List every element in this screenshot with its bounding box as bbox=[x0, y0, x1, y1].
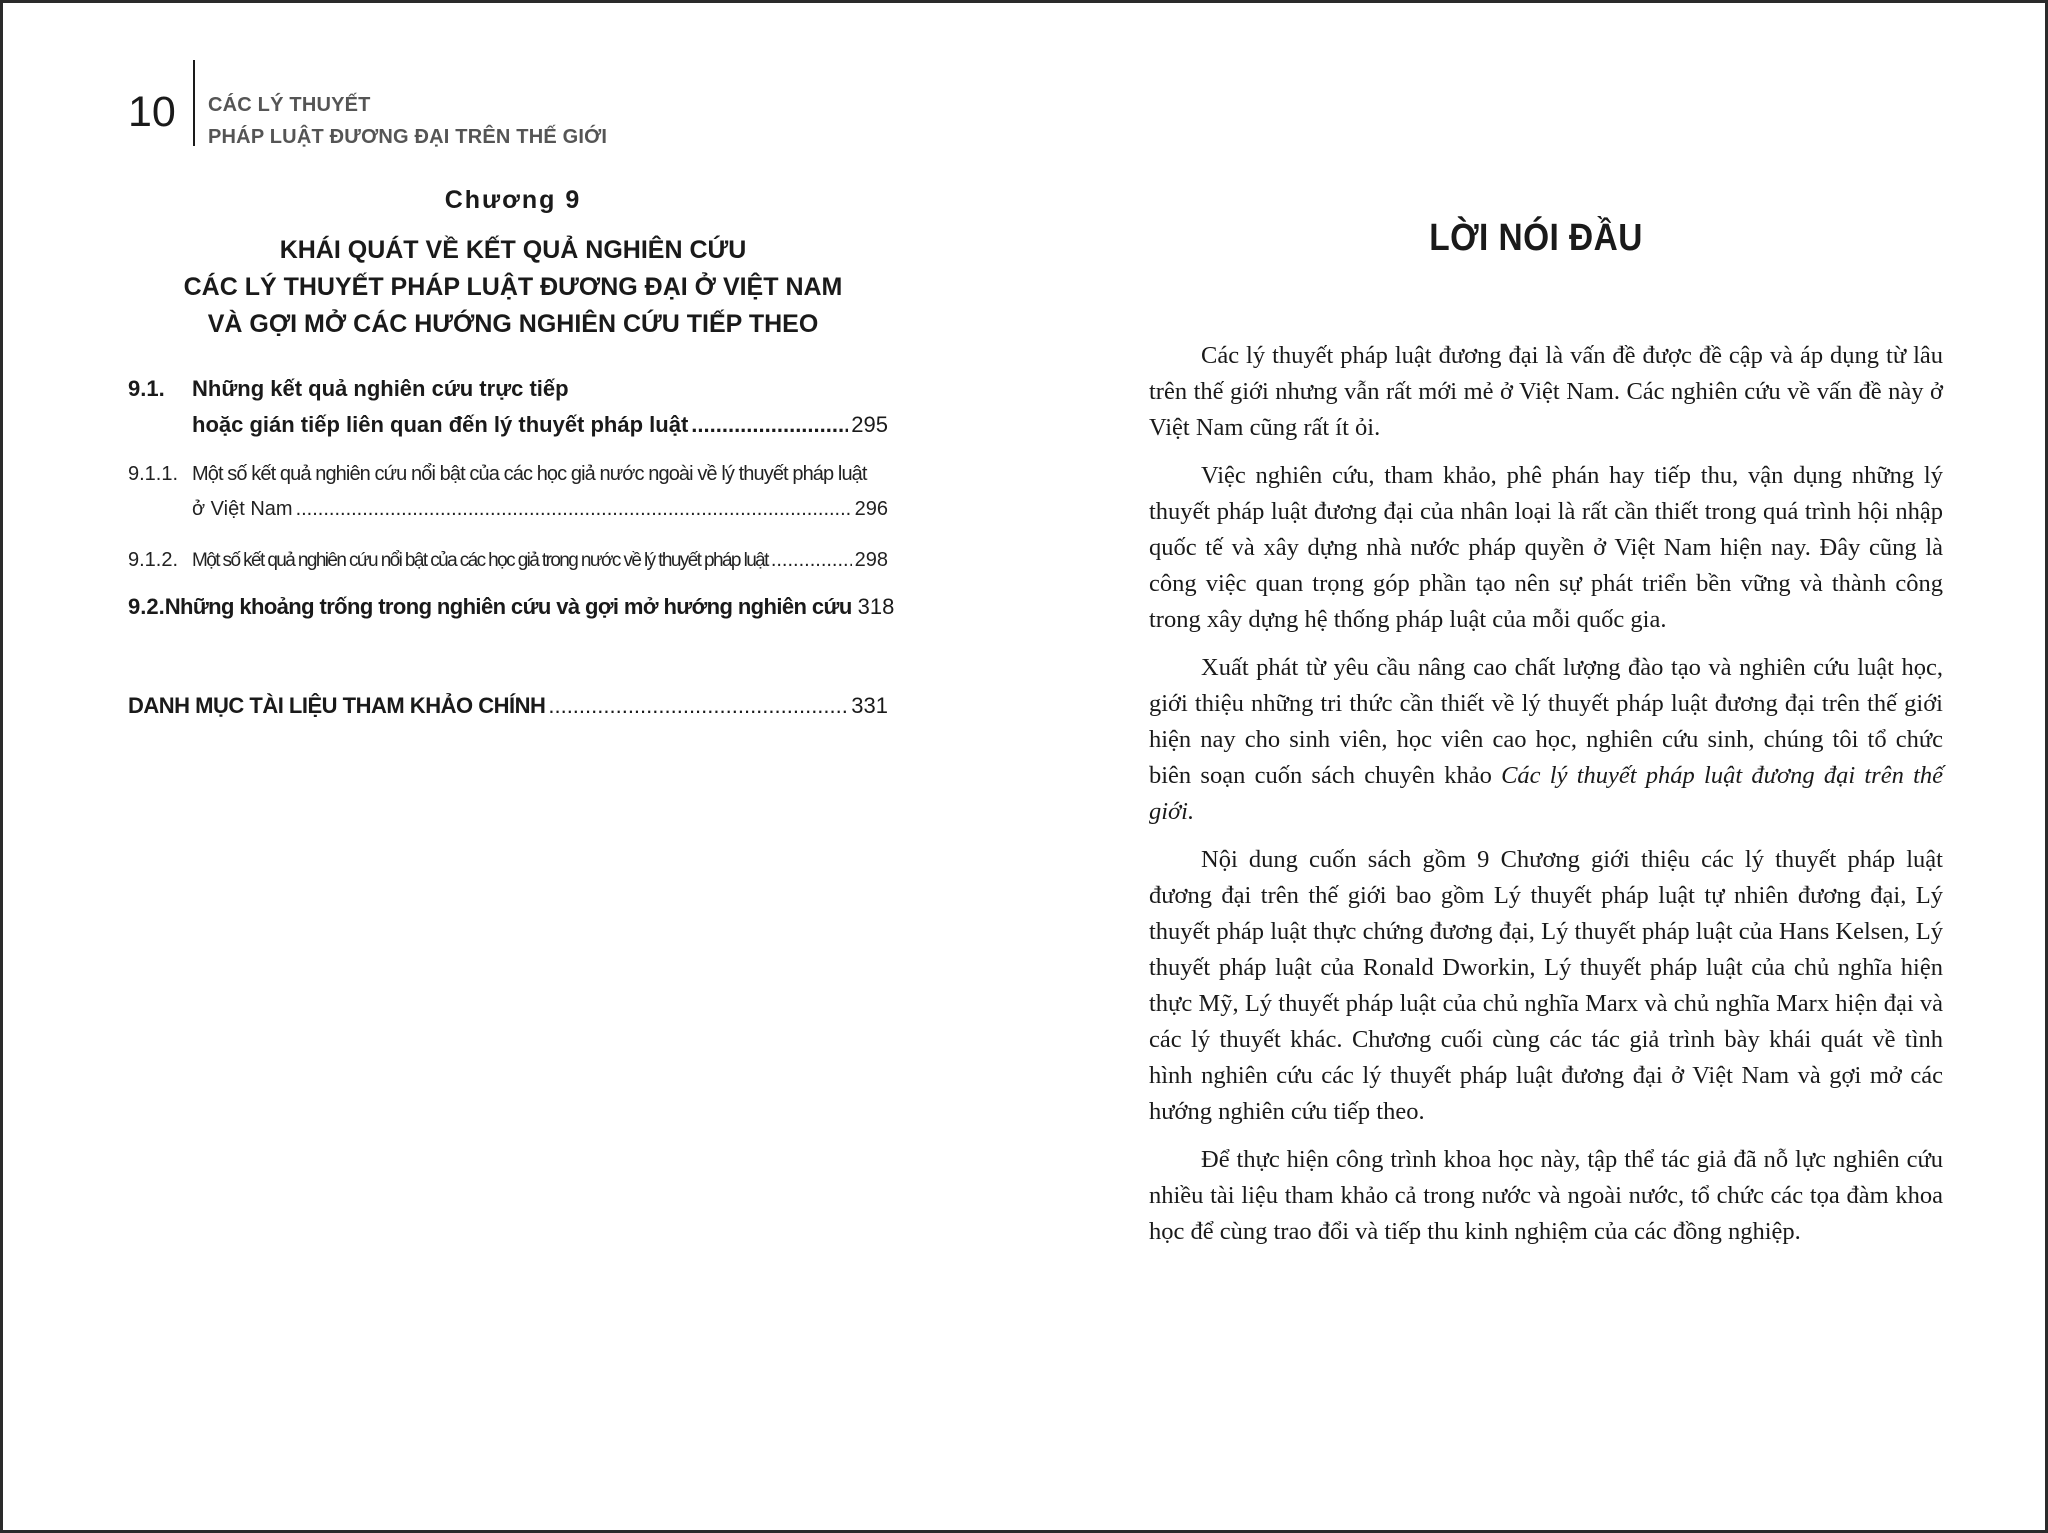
chapter-label: Chương 9 bbox=[444, 186, 582, 214]
chapter-title bbox=[128, 232, 898, 343]
toc-title-continued: hoặc gián tiếp liên quan đến lý thuyết pháp luật bbox=[192, 412, 689, 437]
book-title-italic: Các lý thuyết pháp luật đương đại trên thế giới. bbox=[1149, 762, 1943, 825]
toc-title: DANH MỤC TÀI LIỆU THAM KHẢO CHÍNH bbox=[128, 693, 546, 718]
toc-number: 9.1. bbox=[128, 376, 165, 401]
preface-title: LỜI NÓI ĐẦU bbox=[1429, 217, 1643, 259]
running-head bbox=[208, 89, 607, 153]
toc-page-number: 331 bbox=[851, 693, 888, 718]
preface-paragraph-text: Xuất phát từ yêu cầu nâng cao chất lượng đào tạo và nghiên cứu luật học, giới thiệu những tri thức cần thiết về lý thuyết pháp luật đương đại trên thế giới hiện nay cho sinh viên, học viên cao học, nghiên cứu sinh, chúng tôi tổ chức biên soạn cuốn sách chuyên khảo bbox=[1149, 654, 1943, 789]
toc-leader-dots bbox=[548, 688, 848, 724]
toc-title: Những khoảng trống trong nghiên cứu và gợi mở hướng nghiên cứu bbox=[164, 594, 852, 619]
toc-title: Những kết quả nghiên cứu trực tiếp bbox=[192, 376, 569, 401]
preface-paragraph: Nội dung cuốn sách gồm 9 Chương giới thiệu các lý thuyết pháp luật đương đại trên thế giới bao gồm Lý thuyết pháp luật tự nhiên đương đại, Lý thuyết pháp luật thực chứng đương đại, Lý thuyết pháp luật của Hans Kelsen, Lý thuyết pháp luật của Ronald Dworkin, Lý thuyết pháp luật của chủ nghĩa hiện thực Mỹ, Lý thuyết pháp luật của chủ nghĩa Marx và chủ nghĩa Marx hiện đại và các lý thuyết khác. Chương cuối cùng các tác giả trình bày khái quát về tình hình nghiên cứu các lý thuyết pháp luật đương đại ở Việt Nam và gợi mở các hướng nghiên cứu tiếp theo. bbox=[1149, 846, 1943, 1125]
toc-page-number: 298 bbox=[854, 549, 888, 571]
chapter-title-line: VÀ GỢI MỞ CÁC HƯỚNG NGHIÊN CỨU TIẾP THEO bbox=[207, 310, 819, 338]
toc-page-number: 296 bbox=[854, 498, 888, 520]
page-number: 10 bbox=[128, 88, 176, 136]
toc-page-number: 318 bbox=[857, 594, 895, 619]
toc-entry-9-1-1[interactable] bbox=[128, 457, 888, 527]
chapter-title-line: KHÁI QUÁT VỀ KẾT QUẢ NGHIÊN CỨU bbox=[279, 236, 747, 264]
toc-title-continued: ở Việt Nam bbox=[192, 498, 293, 520]
toc-leader-dots bbox=[296, 492, 852, 527]
toc-entry-9-1[interactable] bbox=[128, 371, 888, 443]
header-divider bbox=[193, 60, 195, 146]
toc-entry-bibliography[interactable] bbox=[128, 688, 888, 724]
running-head-line1: CÁC LÝ THUYẾT bbox=[208, 94, 371, 116]
toc-title: Một số kết quả nghiên cứu nổi bật của các học giả trong nước về lý thuyết pháp luật bbox=[192, 550, 768, 571]
toc-entry-9-2[interactable] bbox=[128, 589, 895, 625]
toc-title: Một số kết quả nghiên cứu nổi bật của các học giả nước ngoài về lý thuyết pháp luật bbox=[192, 463, 867, 485]
preface-paragraph: Việc nghiên cứu, tham khảo, phê phán hay tiếp thu, vận dụng những lý thuyết pháp luật đương đại của nhân loại là rất cần thiết trong quá trình hội nhập quốc tế và xây dựng nhà nước pháp quyền ở Việt Nam hiện nay. Đây cũng là công việc quan trọng góp phần tạo nên sự phát triển bền vững và thành công trong xây dựng hệ thống pháp luật của mỗi quốc gia. bbox=[1149, 462, 1943, 633]
toc-page-number: 295 bbox=[851, 412, 888, 437]
preface-paragraph: Các lý thuyết pháp luật đương đại là vấn đề được đề cập và áp dụng từ lâu trên thế giới nhưng vẫn rất mới mẻ ở Việt Nam. Các nghiên cứu về vấn đề này ở Việt Nam cũng rất ít ỏi. bbox=[1149, 342, 1943, 441]
toc-entry-9-1-2[interactable] bbox=[128, 543, 888, 578]
running-head-line2: PHÁP LUẬT ĐƯƠNG ĐẠI TRÊN THẾ GIỚI bbox=[208, 126, 608, 148]
preface-body bbox=[1149, 338, 1943, 1262]
preface-paragraph: Để thực hiện công trình khoa học này, tập thể tác giả đã nỗ lực nghiên cứu nhiều tài liệu tham khảo cả trong nước và ngoài nước, tổ chức các tọa đàm khoa học để cùng trao đổi và tiếp thu kinh nghiệm của các đồng nghiệp. bbox=[1149, 1146, 1943, 1245]
preface-paragraph bbox=[1149, 650, 1943, 830]
toc-number: 9.1.1. bbox=[128, 463, 179, 485]
chapter-title-line: CÁC LÝ THUYẾT PHÁP LUẬT ĐƯƠNG ĐẠI Ở VIỆT NAM bbox=[183, 273, 843, 301]
toc-leader-dots bbox=[771, 543, 852, 578]
toc-number: 9.1.2. bbox=[128, 549, 179, 571]
toc-leader-dots bbox=[691, 407, 848, 443]
toc-number: 9.2. bbox=[128, 594, 165, 619]
right-page bbox=[1024, 0, 2048, 1533]
